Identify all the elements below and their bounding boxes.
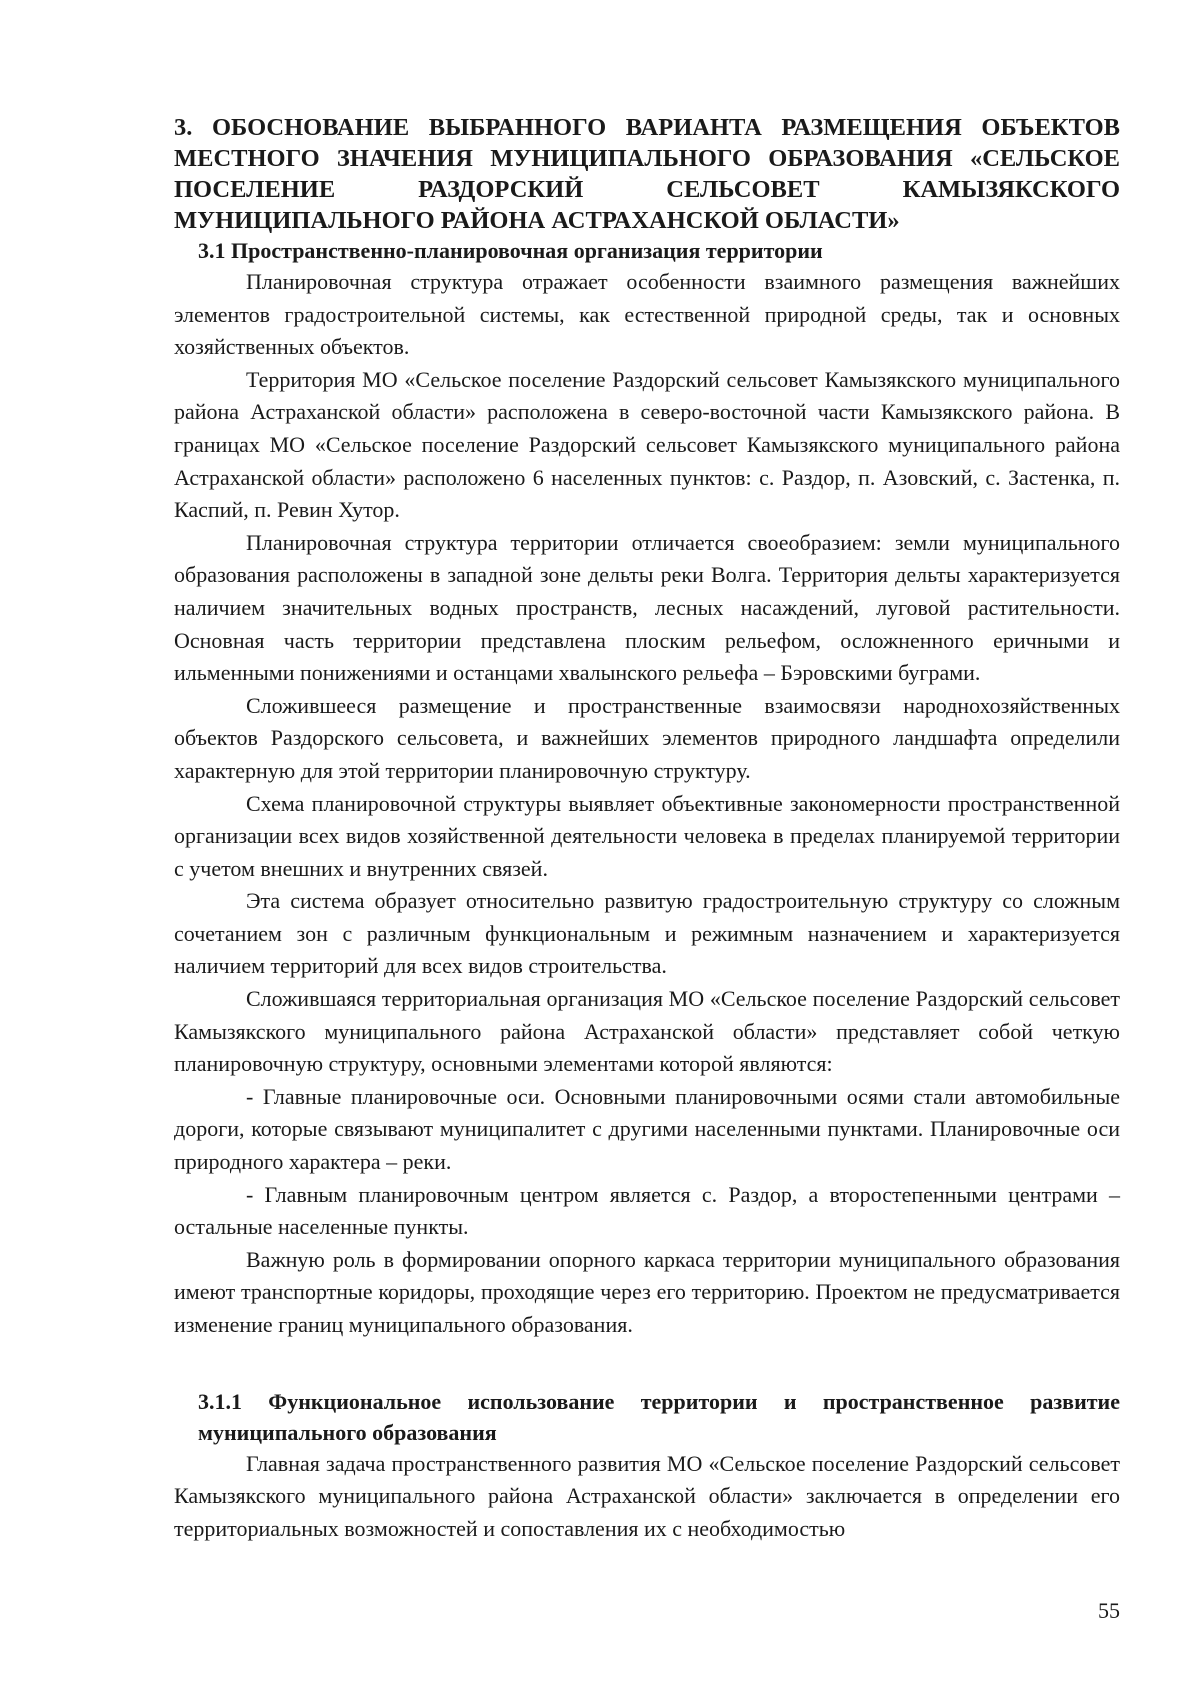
list-item: - Главным планировочным центром является с. Раздор, а второстепенными центрами – остальные населенные пункты.	[174, 1181, 1120, 1240]
subsection-heading-3-1-1: 3.1.1 Функциональное использование территории и пространственное развитие муниципального образования	[198, 1388, 1120, 1445]
paragraph: Планировочная структура отражает особенности взаимного размещения важнейших элементов градостроительной системы, как естественной природной среды, так и основных хозяйственных объектов.	[174, 269, 1120, 360]
paragraph: Эта система образует относительно развитую градостроительную структуру со сложным сочетанием зон с различным функциональным и режимным назначением и характеризуется наличием территорий для всех видов строительства.	[174, 888, 1120, 979]
document-page	[174, 112, 1120, 1545]
paragraph: Планировочная структура территории отличается своеобразием: земли муниципального образования расположены в западной зоне дельты реки Волга. Территория дельты характеризуется наличием значительных водных пространств, лесных насаждений, луговой растительности. Основная часть территории представлена плоским рельефом, осложненного еричными и ильменными понижениями и останцами хвалынского рельефа – Бэровскими буграми.	[174, 529, 1120, 686]
paragraph: Сложившаяся территориальная организация МО «Сельское поселение Раздорский сельсовет Камызякского муниципального района Астраханской области» представляет собой четкую планировочную структуру, основными элементами которой являются:	[174, 986, 1120, 1077]
section-3-1-body	[174, 266, 1120, 1342]
paragraph: Схема планировочной структуры выявляет объективные закономерности пространственной организации всех видов хозяйственной деятельности человека в пределах планируемой территории с учетом внешних и внутренних связей.	[174, 790, 1120, 881]
paragraph: Территория МО «Сельское поселение Раздорский сельсовет Камызякского муниципального района Астраханской области» расположена в северо-восточной части Камызякского района. В границах МО «Сельское поселение Раздорский сельсовет Камызякского муниципального района Астраханской области» расположено 6 населенных пунктов: с. Раздор, п. Азовский, с. Застенка, п. Каспий, п. Ревин Хутор.	[174, 366, 1120, 523]
list-item: - Главные планировочные оси. Основными планировочными осями стали автомобильные дороги, которые связывают муниципалитет с другими населенными пунктами. Планировочные оси природного характера – реки.	[174, 1083, 1120, 1175]
paragraph: Главная задача пространственного развития МО «Сельское поселение Раздорский сельсовет Камызякского муниципального района Астраханской области» заключается в определении его территориальных возможностей и сопоставления их с необходимостью	[174, 1450, 1120, 1541]
section-title: 3. ОБОСНОВАНИЕ ВЫБРАННОГО ВАРИАНТА РАЗМЕЩЕНИЯ ОБЪЕКТОВ МЕСТНОГО ЗНАЧЕНИЯ МУНИЦИПАЛЬНОГО ОБРАЗОВАНИЯ «СЕЛЬСКОЕ ПОСЕЛЕНИЕ РАЗДОРСКИЙ СЕЛЬСОВЕТ КАМЫЗЯКСКОГО МУНИЦИПАЛЬНОГО РАЙОНА АСТРАХАНСКОЙ ОБЛАСТИ»	[174, 114, 1120, 234]
subsection-heading-3-1: 3.1 Пространственно-планировочная организация территории	[198, 238, 823, 263]
paragraph: Сложившееся размещение и пространственные взаимосвязи народнохозяйственных объектов Раздорского сельсовета, и важнейших элементов природного ландшафта определили характерную для этой территории планировочную структуру.	[174, 692, 1120, 783]
paragraph: Важную роль в формировании опорного каркаса территории муниципального образования имеют транспортные коридоры, проходящие через его территорию. Проектом не предусматривается изменение границ муниципального образования.	[174, 1246, 1120, 1337]
page-number: 55	[1098, 1598, 1120, 1623]
section-3-1-1-body	[174, 1448, 1120, 1546]
